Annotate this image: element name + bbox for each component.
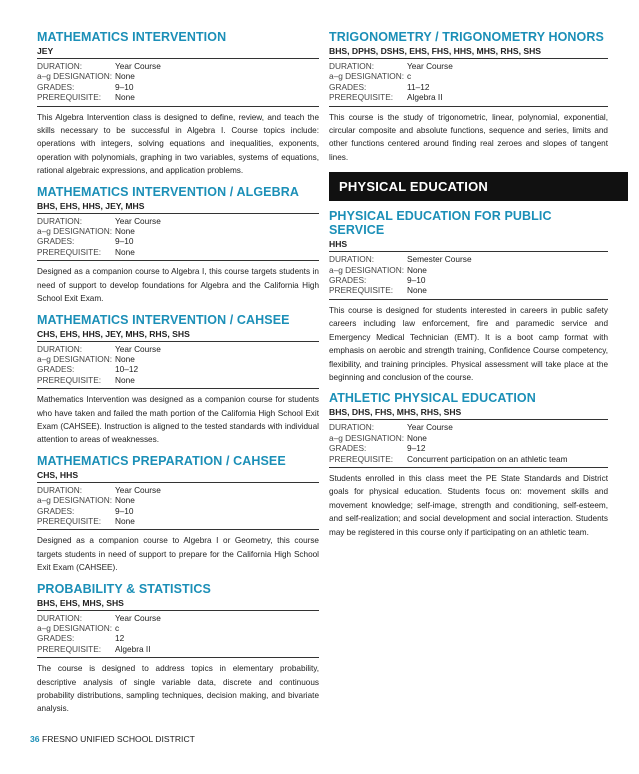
course-block: [37, 185, 319, 306]
meta-value: Year Course: [115, 215, 161, 226]
meta-value: Year Course: [115, 343, 161, 354]
course-schools: BHS, DHS, FHS, MHS, RHS, SHS: [329, 407, 608, 420]
meta-value: None: [115, 353, 135, 364]
meta-label: a–g DESIGNATION:: [37, 353, 112, 364]
meta-label: PREREQUISITE:: [37, 246, 102, 257]
left-column: [37, 30, 319, 723]
course-schools: JEY: [37, 46, 319, 59]
meta-label: GRADES:: [37, 633, 75, 644]
meta-label: GRADES:: [37, 236, 75, 247]
meta-value: None: [407, 264, 427, 275]
meta-row: [329, 285, 608, 295]
course-description: Designed as a companion course to Algebra I, this course targets students in need of support to develop foundations for Algebra and the California High School Exit Exam.: [37, 267, 319, 304]
meta-label: PREREQUISITE:: [37, 92, 102, 103]
meta-value: 11–12: [407, 81, 430, 92]
meta-value: c: [407, 71, 412, 82]
meta-label: DURATION:: [37, 484, 83, 495]
meta-value: Concurrent participation on an athletic team: [407, 453, 568, 464]
course-description: This Algebra Intervention class is designed to define, review, and teach the skills necessary to be successful in Algebra I. Course topics include: operations with integers, solving equations and inequalities, exponents, operation with polynomials, graphing in two variables, systems of equations, rational algebraic expressions, and application problems.: [37, 112, 319, 176]
meta-label: PREREQUISITE:: [37, 374, 102, 385]
course-meta: [37, 485, 319, 531]
meta-row: [37, 506, 319, 516]
meta-label: a–g DESIGNATION:: [37, 226, 112, 237]
course-meta: [329, 254, 608, 300]
meta-label: PREREQUISITE:: [329, 453, 394, 464]
meta-label: GRADES:: [37, 364, 75, 375]
meta-value: None: [115, 71, 135, 82]
course-schools: HHS: [329, 239, 608, 252]
meta-value: Year Course: [115, 61, 161, 71]
meta-value: 9–12: [407, 443, 426, 454]
meta-row: [37, 633, 319, 643]
course-title: MATHEMATICS INTERVENTION: [37, 30, 227, 44]
meta-value: c: [115, 623, 120, 633]
meta-label: GRADES:: [37, 505, 75, 516]
meta-row: [329, 443, 608, 453]
meta-value: None: [115, 495, 135, 506]
meta-label: DURATION:: [37, 343, 83, 354]
course-schools: BHS, DPHS, DSHS, EHS, FHS, HHS, MHS, RHS, SHS: [329, 46, 608, 59]
meta-label: PREREQUISITE:: [329, 92, 394, 103]
course-block: [329, 209, 608, 384]
meta-value: Algebra II: [115, 643, 151, 654]
right-column: [329, 30, 608, 546]
meta-label: PREREQUISITE:: [37, 515, 102, 526]
course-meta: [37, 216, 319, 262]
meta-row: [37, 516, 319, 526]
course-description: This course is the study of trigonometric, linear, polynomial, exponential, circular composite and absolute functions, sequence and series, limits and other functions centered around finding real zeroes and slopes of tangent lines.: [329, 112, 608, 162]
meta-value: 9–10: [115, 81, 134, 92]
course-block: [37, 582, 319, 716]
meta-label: PREREQUISITE:: [329, 285, 394, 296]
meta-row: [37, 61, 319, 71]
meta-label: PREREQUISITE:: [37, 643, 102, 654]
meta-row: [37, 247, 319, 257]
meta-label: DURATION:: [329, 254, 375, 265]
meta-row: [37, 495, 319, 505]
course-schools: CHS, EHS, HHS, JEY, MHS, RHS, SHS: [37, 329, 319, 342]
meta-value: None: [115, 92, 135, 103]
meta-label: GRADES:: [329, 275, 367, 286]
meta-row: [329, 92, 608, 102]
meta-row: [329, 82, 608, 92]
meta-value: Year Course: [407, 422, 453, 433]
meta-row: [37, 613, 319, 623]
course-title: PROBABILITY & STATISTICS: [37, 581, 211, 596]
meta-value: 9–10: [407, 275, 426, 286]
page-number: 36: [30, 734, 40, 744]
meta-label: a–g DESIGNATION:: [329, 71, 404, 82]
meta-row: [37, 364, 319, 374]
meta-label: GRADES:: [329, 81, 367, 92]
meta-row: [329, 454, 608, 464]
course-title: MATHEMATICS PREPARATION / CAHSEE: [37, 453, 286, 468]
course-meta: [37, 613, 319, 659]
meta-label: DURATION:: [37, 612, 83, 623]
meta-value: 9–10: [115, 236, 134, 247]
course-meta: [37, 61, 319, 107]
meta-label: DURATION:: [37, 215, 83, 226]
course-description: Mathematics Intervention was designed as a companion course for students who have taken and failed the math portion of the California High School Exit Exam (CAHSEE). Instruction is aligned to the tested standards with individual attention to areas of weaknesses.: [37, 395, 319, 445]
meta-label: a–g DESIGNATION:: [329, 264, 404, 275]
meta-value: Algebra II: [407, 92, 443, 103]
meta-row: [37, 226, 319, 236]
meta-row: [37, 375, 319, 385]
meta-label: GRADES:: [37, 81, 75, 92]
meta-row: [329, 265, 608, 275]
meta-label: a–g DESIGNATION:: [37, 495, 112, 506]
course-block: [37, 313, 319, 447]
meta-row: [329, 71, 608, 81]
meta-label: a–g DESIGNATION:: [329, 432, 404, 443]
meta-row: [329, 433, 608, 443]
course-title: MATHEMATICS INTERVENTION / CAHSEE: [37, 312, 290, 327]
course-title: MATHEMATICS INTERVENTION / ALGEBRA: [37, 184, 299, 199]
meta-value: None: [407, 432, 427, 443]
course-schools: BHS, EHS, MHS, SHS: [37, 598, 319, 611]
course-block: [329, 30, 608, 164]
meta-value: Semester Course: [407, 254, 472, 265]
meta-label: DURATION:: [329, 422, 375, 433]
course-meta: [329, 422, 608, 468]
course-meta: [329, 61, 608, 107]
meta-value: 10–12: [115, 364, 139, 375]
meta-label: DURATION:: [37, 61, 83, 71]
meta-row: [329, 254, 608, 264]
meta-row: [37, 216, 319, 226]
page-footer: [30, 734, 195, 744]
meta-value: Year Course: [115, 612, 161, 623]
meta-row: [329, 422, 608, 432]
meta-row: [329, 275, 608, 285]
meta-row: [329, 61, 608, 71]
section-banner: PHYSICAL EDUCATION: [329, 172, 628, 201]
course-block: [329, 391, 608, 539]
course-schools: BHS, EHS, HHS, JEY, MHS: [37, 201, 319, 214]
district-name: FRESNO UNIFIED SCHOOL DISTRICT: [41, 734, 195, 744]
meta-value: 12: [115, 633, 125, 644]
meta-label: a–g DESIGNATION:: [37, 71, 112, 82]
meta-row: [37, 344, 319, 354]
meta-row: [37, 644, 319, 654]
meta-value: None: [115, 246, 135, 257]
course-description: Designed as a companion course to Algebra I or Geometry, this course targets students in need of support to prepare for the California High School Exit Exam (CAHSEE).: [37, 536, 319, 573]
meta-label: DURATION:: [329, 61, 375, 71]
meta-value: None: [407, 285, 427, 296]
meta-value: 9–10: [115, 505, 134, 516]
course-block: [37, 454, 319, 575]
meta-label: GRADES:: [329, 443, 367, 454]
course-description: Students enrolled in this class meet the PE State Standards and District goals for physical education. Students focus on: movement skills and movement knowledge; self-image, strength and conditioning, self-esteem, and self-realization; and social development and social interaction. Students may be registered in this course only if participating on an athletic team.: [329, 473, 608, 537]
course-schools: CHS, HHS: [37, 470, 319, 483]
meta-value: Year Course: [115, 484, 161, 495]
course-description: The course is designed to address topics in elementary probability, descriptive analysis of single variable data, discrete and continuous probability distributions, sampling techniques, decision making, and bivariate analysis.: [37, 664, 319, 714]
meta-row: [37, 71, 319, 81]
meta-row: [37, 485, 319, 495]
course-description: This course is designed for students interested in careers in public safety careers including law enforcement, fire and paramedic service and Emergency Medical Technician (EMT). It is a boot camp format with emphasis on aerobic and strength training, Confidence Course competency, flexibility, and training principles. Physical assessment will take place at the beginning and conclusion of the course.: [329, 305, 608, 382]
meta-label: a–g DESIGNATION:: [37, 623, 112, 633]
course-block: [37, 30, 319, 178]
course-title: PHYSICAL EDUCATION FOR PUBLIC SERVICE: [329, 209, 552, 238]
meta-row: [37, 354, 319, 364]
meta-row: [37, 82, 319, 92]
meta-value: None: [115, 374, 135, 385]
meta-value: None: [115, 226, 135, 237]
meta-row: [37, 623, 319, 633]
meta-row: [37, 236, 319, 246]
meta-value: Year Course: [407, 61, 453, 71]
course-title: TRIGONOMETRY / TRIGONOMETRY HONORS: [329, 30, 604, 44]
meta-row: [37, 92, 319, 102]
meta-value: None: [115, 515, 135, 526]
course-title: ATHLETIC PHYSICAL EDUCATION: [329, 391, 536, 406]
course-meta: [37, 344, 319, 390]
